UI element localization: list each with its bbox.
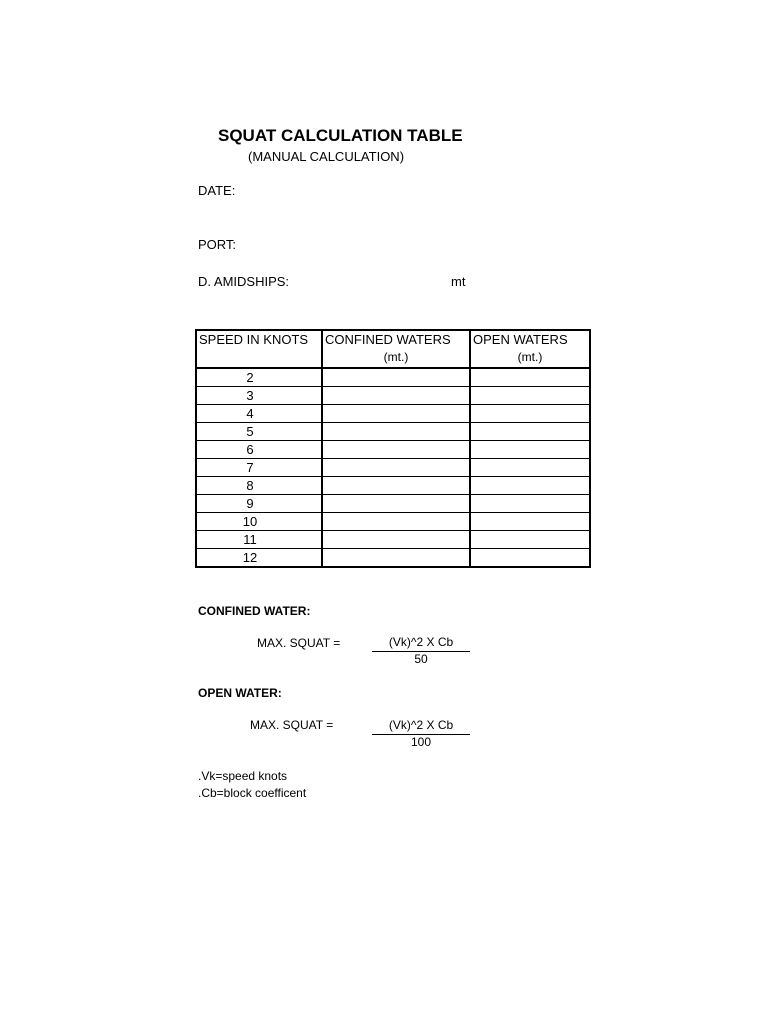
confined-cell[interactable]: [322, 513, 470, 531]
table-row: [196, 368, 590, 387]
open-cell[interactable]: [470, 387, 590, 405]
confined-formula-fraction: [372, 635, 470, 666]
open-cell[interactable]: [470, 549, 590, 568]
draft-amidships-label: D. AMIDSHIPS:: [198, 274, 290, 289]
table-row: [196, 441, 590, 459]
note-vk: .Vk=speed knots: [198, 769, 288, 783]
open-denominator: 100: [410, 735, 432, 749]
confined-cell[interactable]: [322, 477, 470, 495]
confined-cell[interactable]: [322, 549, 470, 568]
speed-cell: 4: [196, 405, 322, 423]
page-subtitle: (MANUAL CALCULATION): [248, 149, 405, 164]
table-header-row: [196, 330, 590, 368]
confined-water-heading: CONFINED WATER:: [198, 604, 311, 618]
speed-cell: 7: [196, 459, 322, 477]
confined-cell[interactable]: [322, 459, 470, 477]
open-cell[interactable]: [470, 495, 590, 513]
column-header-confined: CONFINED WATERS (mt.): [322, 330, 470, 368]
open-max-squat-label: MAX. SQUAT =: [250, 718, 334, 732]
speed-cell: 3: [196, 387, 322, 405]
confined-denominator: 50: [414, 652, 428, 666]
open-cell[interactable]: [470, 531, 590, 549]
confined-numerator: (Vk)^2 X Cb: [388, 635, 454, 649]
table-row: [196, 513, 590, 531]
column-header-open: OPEN WATERS (mt.): [470, 330, 590, 368]
confined-cell[interactable]: [322, 405, 470, 423]
speed-cell: 11: [196, 531, 322, 549]
date-label: DATE:: [198, 183, 236, 198]
table-row: [196, 405, 590, 423]
speed-cell: 6: [196, 441, 322, 459]
squat-table: [195, 329, 591, 568]
table-row: [196, 531, 590, 549]
table-row: [196, 477, 590, 495]
speed-cell: 2: [196, 368, 322, 387]
open-cell[interactable]: [470, 513, 590, 531]
confined-cell[interactable]: [322, 441, 470, 459]
table-row: [196, 495, 590, 513]
table-row: [196, 459, 590, 477]
open-cell[interactable]: [470, 368, 590, 387]
draft-unit: mt: [451, 274, 466, 289]
confined-cell[interactable]: [322, 531, 470, 549]
open-cell[interactable]: [470, 423, 590, 441]
confined-cell[interactable]: [322, 423, 470, 441]
open-water-heading: OPEN WATER:: [198, 686, 282, 700]
confined-cell[interactable]: [322, 387, 470, 405]
column-header-speed: SPEED IN KNOTS: [196, 330, 322, 368]
confined-cell[interactable]: [322, 368, 470, 387]
port-label: PORT:: [198, 237, 237, 252]
speed-cell: 9: [196, 495, 322, 513]
speed-cell: 10: [196, 513, 322, 531]
speed-cell: 8: [196, 477, 322, 495]
note-cb: .Cb=block coefficent: [198, 786, 307, 800]
open-cell[interactable]: [470, 405, 590, 423]
open-cell[interactable]: [470, 477, 590, 495]
page-title: SQUAT CALCULATION TABLE: [218, 126, 463, 145]
speed-cell: 12: [196, 549, 322, 568]
confined-cell[interactable]: [322, 495, 470, 513]
table-row: [196, 423, 590, 441]
table-row: [196, 387, 590, 405]
open-formula-fraction: [372, 718, 470, 749]
speed-cell: 5: [196, 423, 322, 441]
open-cell[interactable]: [470, 441, 590, 459]
confined-max-squat-label: MAX. SQUAT =: [257, 636, 341, 650]
open-cell[interactable]: [470, 459, 590, 477]
open-numerator: (Vk)^2 X Cb: [388, 718, 454, 732]
table-row: [196, 549, 590, 568]
